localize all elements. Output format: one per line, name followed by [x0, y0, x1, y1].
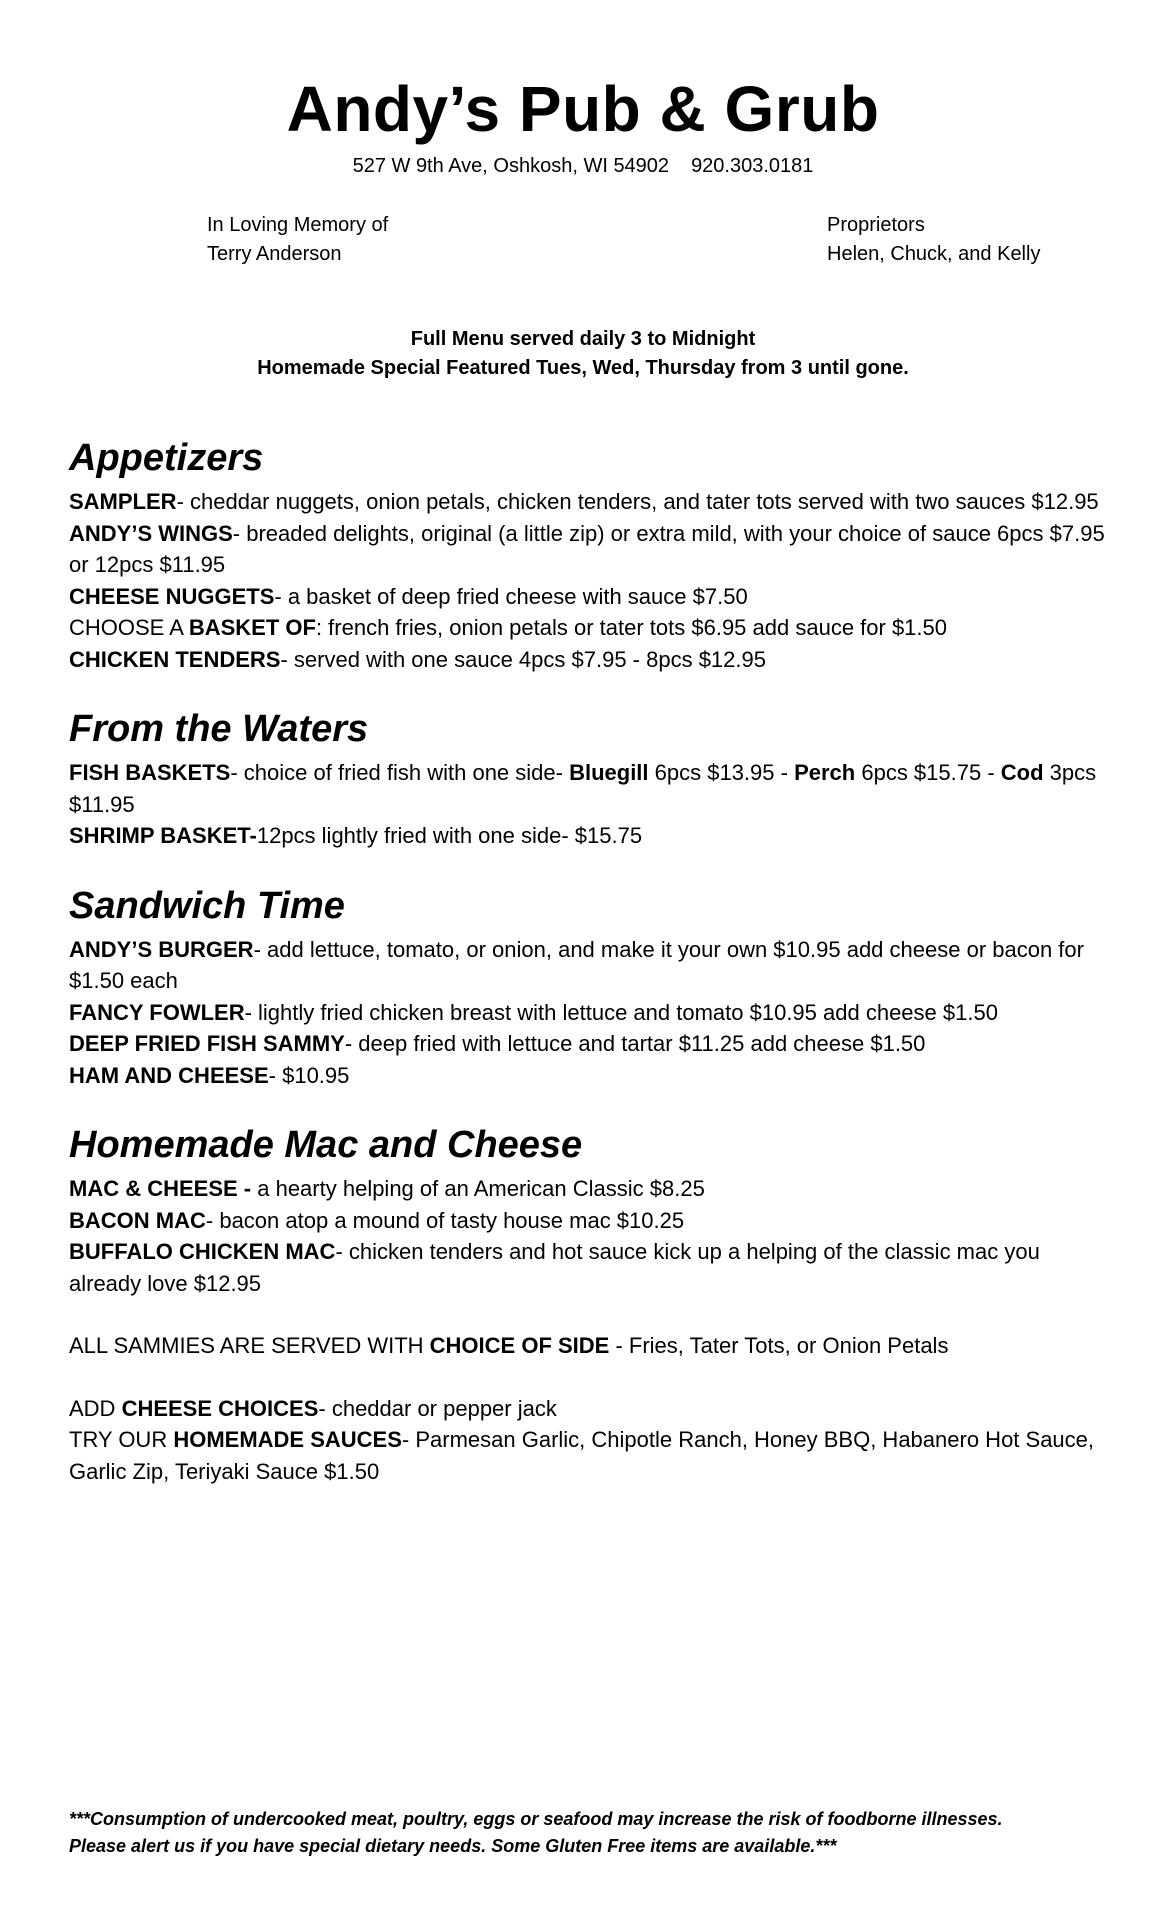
section-title: Appetizers [69, 437, 264, 479]
street-address: 527 W 9th Ave, Oshkosh, WI 54902 [352, 155, 670, 177]
item-name: SAMPLER [69, 489, 177, 514]
note-prefix: ALL SAMMIES ARE SERVED WITH [69, 1333, 430, 1358]
menu-item-fish-sammy [69, 1028, 1109, 1060]
item-name: BASKET OF [188, 615, 316, 640]
dietary-note-line: Please alert us if you have special dietary needs. Some Gluten Free items are available.*** [69, 1836, 837, 1856]
item-description: - bacon atop a mound of tasty house mac $10.25 [205, 1207, 685, 1233]
item-description: - choice of fried fish with one side- [230, 760, 570, 785]
menu-body [69, 432, 1109, 1487]
note-description: - Parmesan Garlic, Chipotle Ranch, Honey BBQ, Habanero Hot Sauce, Garlic Zip, Teriyaki Sauce $1.50 [69, 1427, 1095, 1484]
section-mac-and-cheese [69, 1119, 1109, 1299]
item-description: 3pcs $11.95 [69, 760, 1097, 817]
menu-item-cheese-nuggets [69, 581, 1109, 613]
disclaimer-line: ***Consumption of undercooked meat, poultry, eggs or seafood may increase the risk of foodborne illnesses. [69, 1809, 1003, 1829]
sides-line [69, 1330, 1109, 1362]
menu-item-shrimp-basket [69, 820, 1109, 852]
extras-note [69, 1393, 1109, 1488]
section-title: Sandwich Time [69, 884, 345, 927]
hours-line: Full Menu served daily 3 to Midnight [410, 328, 756, 350]
item-name: SHRIMP BASKET- [69, 823, 257, 848]
proprietors-note [827, 211, 1040, 269]
memorial-note [207, 211, 388, 269]
address-line [0, 153, 1166, 179]
note-prefix: TRY OUR [69, 1427, 174, 1452]
menu-item-chicken-tenders [69, 644, 1109, 676]
item-name: DEEP FRIED FISH SAMMY [69, 1031, 345, 1056]
memorial-line: In Loving Memory of [207, 214, 389, 236]
memorial-name: Terry Anderson [207, 243, 342, 265]
proprietors-names: Helen, Chuck, and Kelly [827, 243, 1041, 265]
item-name: CHEESE NUGGETS [69, 583, 275, 609]
cheese-choices-line [69, 1393, 1109, 1425]
section-title: Homemade Mac and Cheese [69, 1124, 583, 1166]
menu-item-mac-and-cheese [69, 1173, 1109, 1205]
note-name: HOMEMADE SAUCES [173, 1427, 402, 1452]
note-description: - Fries, Tater Tots, or Onion Petals [609, 1333, 949, 1358]
item-description: - $10.95 [268, 1062, 350, 1088]
item-name: FISH BASKETS [69, 760, 231, 785]
item-description: - served with one sauce 4pcs $7.95 - 8pcs $12.95 [280, 646, 766, 672]
item-name: BACON MAC [69, 1207, 206, 1233]
item-name: ANDY’S WINGS [69, 520, 233, 546]
item-description: : french fries, onion petals or tater tots $6.95 add sauce for $1.50 [315, 615, 948, 640]
menu-item-buffalo-chicken-mac [69, 1236, 1109, 1299]
item-description: - deep fried with lettuce and tartar $11.25 add cheese $1.50 [344, 1031, 926, 1056]
item-description: 6pcs $15.75 - [855, 760, 1001, 785]
restaurant-title: Andy’s Pub & Grub [286, 73, 880, 145]
item-description: - a basket of deep fried cheese with sauce $7.50 [274, 583, 748, 609]
fish-option-perch: Perch [794, 760, 856, 785]
item-prefix: CHOOSE A [69, 615, 189, 640]
item-description: a hearty helping of an American Classic $8.25 [251, 1176, 705, 1201]
menu-item-basket [69, 612, 1109, 644]
section-appetizers [69, 432, 1109, 675]
menu-item-wings [69, 518, 1109, 581]
item-name: ANDY’S BURGER [69, 936, 254, 962]
section-from-the-waters [69, 703, 1109, 852]
section-sandwich-time [69, 880, 1109, 1092]
menu-item-burger [69, 934, 1109, 997]
item-description: - chicken tenders and hot sauce kick up a helping of the classic mac you already love $12.95 [69, 1239, 1040, 1296]
item-name: FANCY FOWLER [69, 999, 245, 1025]
fish-option-bluegill: Bluegill [569, 760, 649, 785]
item-description: 12pcs lightly fried with one side- $15.75 [256, 823, 643, 848]
menu-item-bacon-mac [69, 1205, 1109, 1237]
item-name: BUFFALO CHICKEN MAC [69, 1239, 336, 1264]
special-line: Homemade Special Featured Tues, Wed, Thursday from 3 until gone. [257, 357, 909, 379]
item-description: 6pcs $13.95 - [648, 760, 795, 785]
homemade-sauces-line [69, 1424, 1109, 1487]
phone-number: 920.303.0181 [691, 155, 814, 177]
note-prefix: ADD [69, 1395, 122, 1421]
health-disclaimer [69, 1806, 1129, 1860]
item-description: - add lettuce, tomato, or onion, and make it your own $10.95 add cheese or bacon for $1.50 each [69, 936, 1084, 993]
hours-block [0, 325, 1166, 383]
item-description: - breaded delights, original (a little zip) or extra mild, with your choice of sauce 6pcs $7.95 or 12pcs $11.95 [69, 520, 1105, 577]
item-description: - cheddar nuggets, onion petals, chicken tenders, and tater tots served with two sauces $12.95 [176, 489, 1099, 514]
menu-item-fish-baskets [69, 757, 1109, 820]
item-name: HAM AND CHEESE [69, 1062, 269, 1088]
item-name: MAC & CHEESE - [69, 1176, 252, 1201]
menu-item-sampler [69, 486, 1109, 518]
sides-note [69, 1330, 1109, 1362]
item-name: CHICKEN TENDERS [69, 646, 281, 672]
menu-item-ham-and-cheese [69, 1060, 1109, 1092]
note-name: CHEESE CHOICES [121, 1395, 319, 1421]
proprietors-label: Proprietors [827, 214, 925, 236]
note-description: - cheddar or pepper jack [318, 1395, 557, 1421]
menu-item-fancy-fowler [69, 997, 1109, 1029]
note-name: CHOICE OF SIDE [429, 1333, 610, 1358]
fish-option-cod: Cod [1000, 760, 1044, 785]
section-title: From the Waters [69, 708, 369, 750]
item-description: - lightly fried chicken breast with lettuce and tomato $10.95 add cheese $1.50 [244, 999, 998, 1025]
